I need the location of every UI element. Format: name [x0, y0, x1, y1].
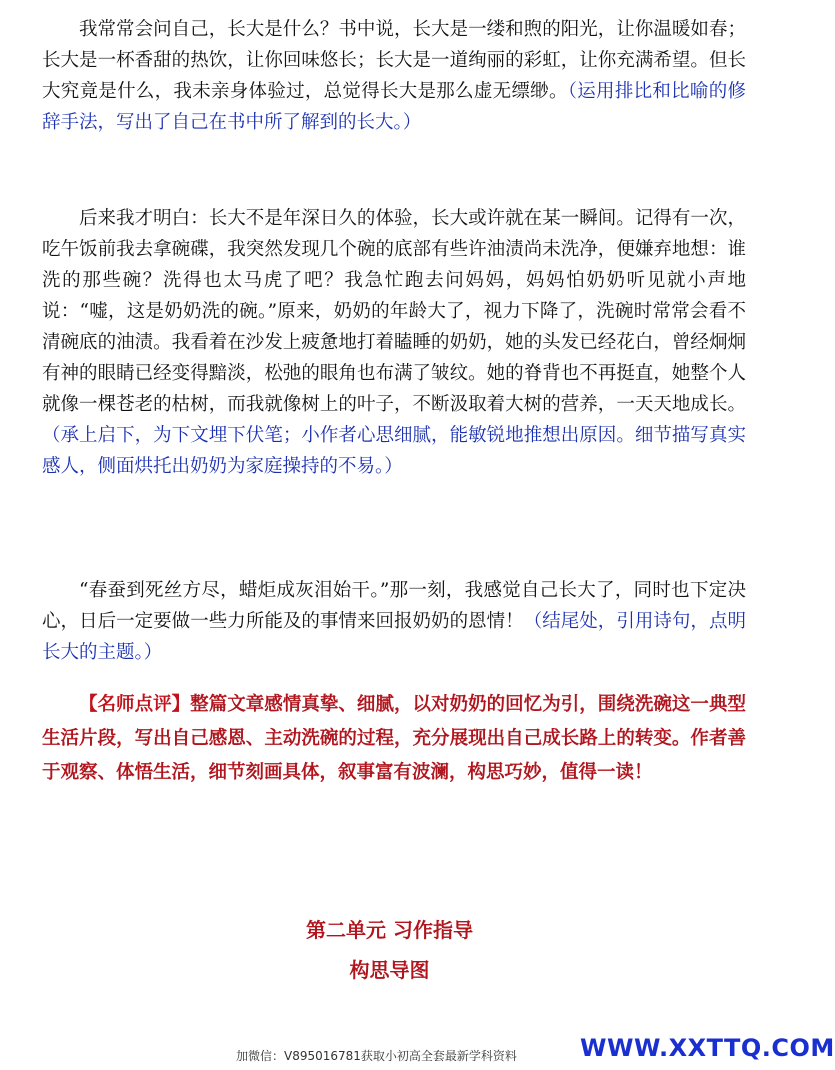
section-title: 第二单元 习作指导 — [306, 918, 473, 942]
teacher-review — [42, 688, 746, 790]
paragraph-2-annotation: （承上启下，为下文埋下伏笔；小作者心思细腻，能敏锐地推想出原因。细节描写真实感人，侧面烘托出奶奶为家庭操持的不易。） — [42, 425, 746, 477]
paragraph-3-text: “春蚕到死丝方尽，蜡炬成灰泪始干。”那一刻，我感觉自己长大了，同时也下定决心，日后一定要做一些力所能及的事情来回报奶奶的恩情！ — [42, 580, 746, 632]
review-text: 整篇文章感情真挚、细腻，以对奶奶的回忆为引，围绕洗碗这一典型生活片段，写出自己感恩、主动洗碗的过程，充分展现出自己成长路上的转变。作者善于观察、体悟生活，细节刻画具体，叙事富有波澜，构思巧妙，值得一读！ — [42, 694, 746, 783]
section-subtitle: 构思导图 — [349, 958, 430, 982]
paragraph-3-annotation: （结尾处，引用诗句，点明长大的主题。） — [42, 611, 746, 663]
paragraph-3 — [42, 575, 746, 668]
footer-website-link[interactable]: WWW.XXTTQ.COM — [580, 1034, 835, 1062]
paragraph-2 — [42, 203, 746, 482]
review-tag: 【名师点评】 — [79, 694, 191, 715]
paragraph-2-text: 后来我才明白：长大不是年深日久的体验，长大或许就在某一瞬间。记得有一次，吃午饭前我去拿碗碟，我突然发现几个碗的底部有些许油渍尚未洗净，便嫌弃地想：谁洗的那些碗？洗得也太马虎了吧？我急忙跑去问妈妈，妈妈怕奶奶听见就小声地说：“嘘，这是奶奶洗的碗。”原来，奶奶的年龄大了，视力下降了，洗碗时常常会看不清碗底的油渍。我看着在沙发上疲惫地打着瞌睡的奶奶，她的头发已经花白，曾经炯炯有神的眼睛已经变得黯淡，松弛的眼角也布满了皱纹。她的脊背也不再挺直，她整个人就像一棵苍老的枯树，而我就像树上的叶子，不断汲取着大树的营养，一天天地成长。 — [42, 208, 746, 415]
paragraph-1-annotation: （运用排比和比喻的修辞手法，写出了自己在书中所了解到的长大。） — [42, 81, 746, 133]
paragraph-1-text: 我常常会问自己，长大是什么？书中说，长大是一缕和煦的阳光，让你温暖如春；长大是一杯香甜的热饮，让你回味悠长；长大是一道绚丽的彩虹，让你充满希望。但长大究竟是什么，我未亲身体验过，总觉得长大是那么虚无缥缈。 — [42, 19, 746, 102]
footer-promo-text: 加微信：V895016781获取小初高全套最新学科资料 — [236, 1049, 517, 1063]
paragraph-1 — [42, 14, 746, 138]
